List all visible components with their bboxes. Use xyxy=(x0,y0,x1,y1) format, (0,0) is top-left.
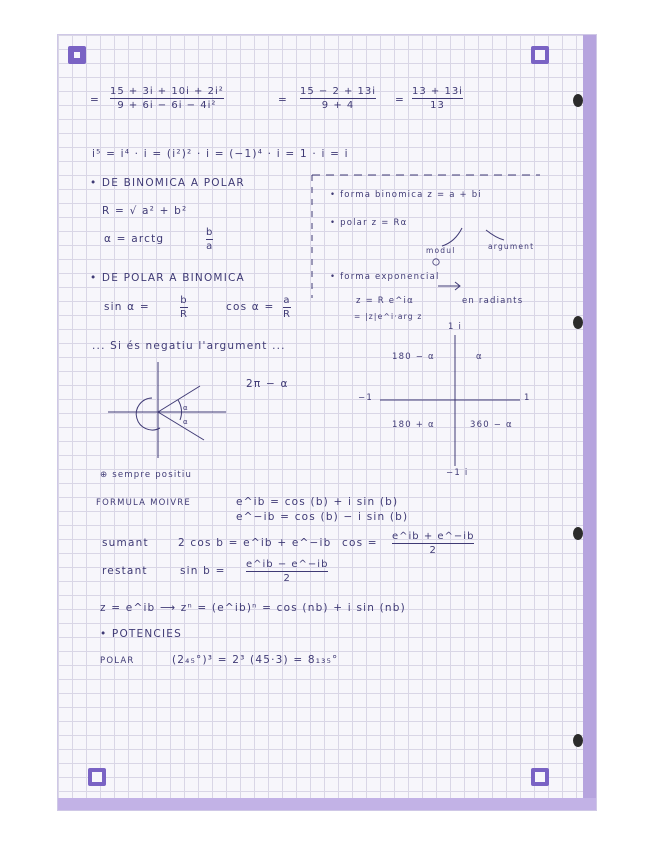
polar-label: POLAR xyxy=(100,656,135,666)
box-forma-exponencial: • forma exponencial xyxy=(330,272,440,282)
fraction-numerator: 15 − 2 + 13i xyxy=(300,86,377,97)
heading-binomica-polar: • DE BINOMICA A POLAR xyxy=(90,177,245,189)
fraction-denominator: 2 xyxy=(283,573,291,584)
fraction-denominator: 9 + 6i − 6i − 4i² xyxy=(117,100,217,111)
quadrant-2-label: 180 − α xyxy=(392,352,435,362)
negative-argument-note: ... Si és negatiu l'argument ... xyxy=(92,340,286,352)
forms-box-outline xyxy=(312,175,540,298)
fraction-numerator: b xyxy=(206,227,214,238)
fraction-numerator: e^ib − e^−ib xyxy=(246,559,329,570)
quadrant-4-label: 360 − α xyxy=(470,420,513,430)
sinb-expression-left: sin b = xyxy=(180,565,226,577)
formula-moivre-label: FORMULA MOIVRE xyxy=(96,498,191,508)
sempre-positiu-note: ⊕ sempre positiu xyxy=(100,470,193,480)
argument-formula: α = arctg xyxy=(104,233,165,245)
polar-power-expression: (2₄₅°)³ = 2³ (45·3) = 8₁₃₅° xyxy=(172,654,339,666)
sumant-expression: 2 cos b = e^ib + e^−ib xyxy=(178,537,332,549)
powers-of-i: i⁵ = i⁴ · i = (i²)² · i = (−1)⁴ · i = 1 · i = i xyxy=(92,148,349,160)
polar-arrows xyxy=(438,228,504,290)
box-en-radiants: en radiants xyxy=(462,296,524,306)
svg-text:α: α xyxy=(183,404,188,412)
cos-expression-left: cos = xyxy=(342,537,378,549)
axis-label-1: 1 xyxy=(524,393,531,403)
quadrant-1-label: α xyxy=(476,352,483,362)
restant-label: restant xyxy=(102,565,148,577)
box-exp-sub: = |z|e^i·arg z xyxy=(354,312,423,321)
quadrant-axes xyxy=(380,335,520,466)
fraction-denominator: R xyxy=(180,309,188,320)
fraction-denominator: a xyxy=(206,241,214,252)
two-pi-minus-alpha: 2π − α xyxy=(246,378,289,390)
fraction-numerator: e^ib + e^−ib xyxy=(392,531,475,542)
z-power-line: z = e^ib ⟶ zⁿ = (e^ib)ⁿ = cos (nb) + i sin (nb) xyxy=(100,602,406,614)
modulus-formula: R = √ a² + b² xyxy=(102,205,188,217)
negative-angle-diagram xyxy=(108,362,226,458)
fraction-denominator: R xyxy=(283,309,291,320)
box-argument-label: argument xyxy=(488,242,535,251)
fraction-denominator: 9 + 4 xyxy=(321,100,355,111)
quadrant-3-label: 180 + α xyxy=(392,420,435,430)
fraction-denominator: 2 xyxy=(429,545,437,556)
axis-label-minus-i: −1 i xyxy=(446,468,469,478)
box-exp-formula: z = R e^iα xyxy=(356,296,414,306)
fraction-numerator: a xyxy=(283,295,291,306)
box-forma-binomica: • forma binomica z = a + bi xyxy=(330,190,482,200)
sin-formula: sin α = xyxy=(104,301,150,313)
fraction-numerator: b xyxy=(180,295,188,306)
moivre-line-1: e^ib = cos (b) + i sin (b) xyxy=(236,496,399,508)
heading-polar-binomica: • DE POLAR A BINOMICA xyxy=(90,272,245,284)
equals-sign: = xyxy=(278,94,288,106)
fraction-numerator: 15 + 3i + 10i + 2i² xyxy=(110,86,224,97)
fraction-denominator: 13 xyxy=(430,100,445,111)
cos-formula: cos α = xyxy=(226,301,275,313)
axis-label-minus-1: −1 xyxy=(358,393,373,403)
svg-text:α: α xyxy=(183,418,188,426)
equals-sign: = xyxy=(395,94,405,106)
box-modul-label: modul xyxy=(426,246,456,255)
potencies-heading: • POTENCIES xyxy=(100,628,182,640)
equals-sign: = xyxy=(90,94,100,106)
box-forma-polar: • polar z = Rα xyxy=(330,218,408,228)
sumant-label: sumant xyxy=(102,537,149,549)
fraction-numerator: 13 + 13i xyxy=(412,86,463,97)
axis-label-i: 1 i xyxy=(448,322,463,332)
moivre-line-2: e^−ib = cos (b) − i sin (b) xyxy=(236,511,409,523)
